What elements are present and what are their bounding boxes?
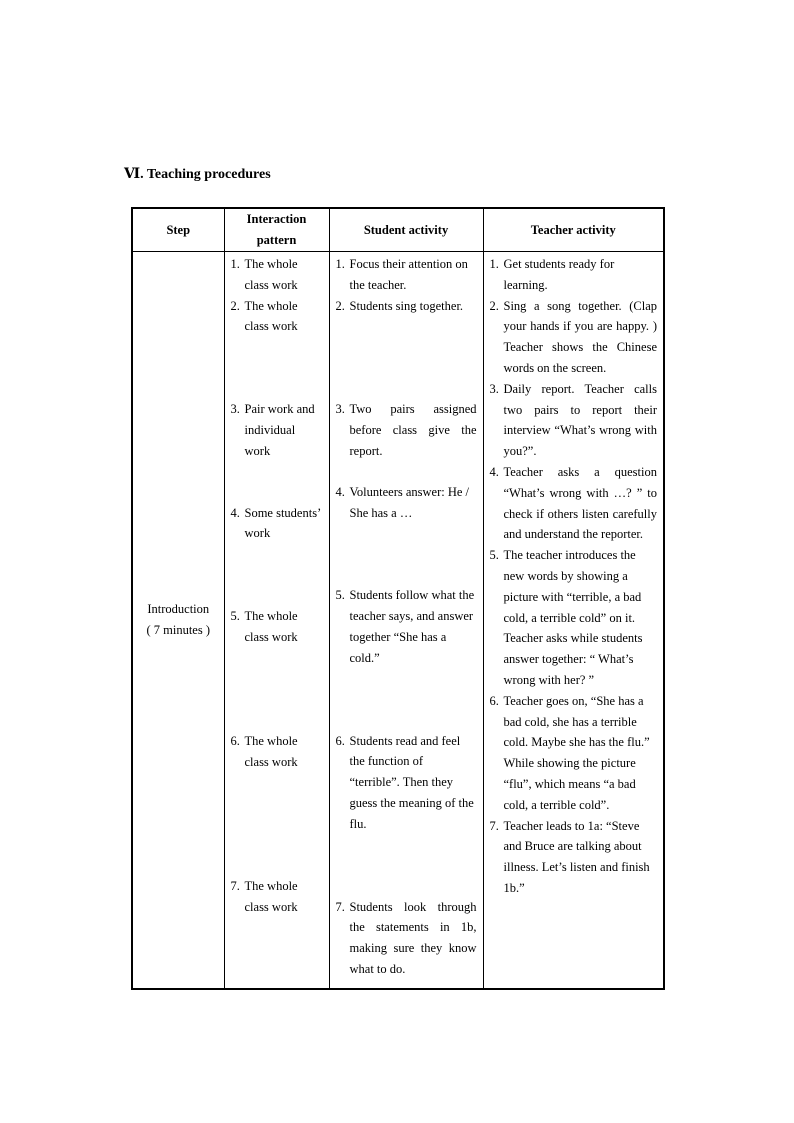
teacher-item: 5. The teacher introduces the new words by showing a picture with “terrible, a bad cold, a terrible cold” on it. Teacher asks while students answer together: “ What’s wrong with her? ” (489, 548, 643, 687)
interaction-item: 4. Some students’ work (230, 505, 321, 541)
header-interaction-pattern: Interaction pattern (224, 208, 329, 252)
table-header-row (132, 208, 664, 252)
student-item: 7. Students look through the statements in 1b, making sure they know what to do. (335, 899, 477, 976)
header-student-activity: Student activity (329, 208, 483, 252)
student-item: 6. Students read and feel the function of “terrible”. Then they guess the meaning of the flu. (335, 733, 474, 831)
student-item: 4. Volunteers answer: He / She has a … (335, 484, 470, 520)
step-cell (132, 252, 224, 989)
section-title: Ⅵ. Teaching procedures (124, 167, 271, 182)
step-label: Introduction (147, 602, 210, 617)
step-time: ( 7 minutes ) (146, 622, 211, 637)
interaction-item: 6. The whole class work (230, 733, 298, 769)
student-activity-cell (329, 252, 483, 989)
teaching-procedures-table (131, 207, 665, 990)
interaction-item: 7. The whole class work (230, 879, 298, 915)
teacher-item: 3. Daily report. Teacher calls two pairs to report their interview “What’s wrong with you?”. (489, 381, 657, 459)
student-item: 2. Students sing together. (335, 298, 464, 313)
header-teacher-activity: Teacher activity (483, 208, 664, 252)
teacher-item: 1. Get students ready for learning. (489, 257, 615, 292)
student-item: 5. Students follow what the teacher says, and answer together “She has a cold.” (335, 588, 475, 665)
table-row (132, 252, 664, 989)
student-item: 3. Two pairs assigned before class give the report. (335, 402, 477, 458)
header-step: Step (132, 208, 224, 252)
interaction-item: 1. The whole class work (230, 257, 298, 292)
teacher-item: 4. Teacher asks a question “What’s wrong with …? ” to check if others listen carefully and understand the reporter. (489, 464, 657, 542)
interaction-item: 2. The whole class work (230, 298, 298, 334)
interaction-item: 5. The whole class work (230, 609, 298, 644)
teacher-item: 2. Sing a song together. (Clap your hands if you are happy. ) Teacher shows the Chinese words on the screen. (489, 298, 657, 375)
teacher-activity-cell (483, 252, 664, 989)
student-item: 1. Focus their attention on the teacher. (335, 257, 468, 292)
teacher-item: 6. Teacher goes on, “She has a bad cold, she has a terrible cold. Maybe she has the flu.” While showing the picture “flu”, which means “a bad cold, a terrible cold”. (489, 693, 650, 812)
teacher-item: 7. Teacher leads to 1a: “Steve and Bruce are talking about illness. Let’s listen and finish 1b.” (489, 818, 650, 895)
interaction-item: 3. Pair work and individual work (230, 402, 315, 458)
interaction-pattern-cell (224, 252, 329, 989)
